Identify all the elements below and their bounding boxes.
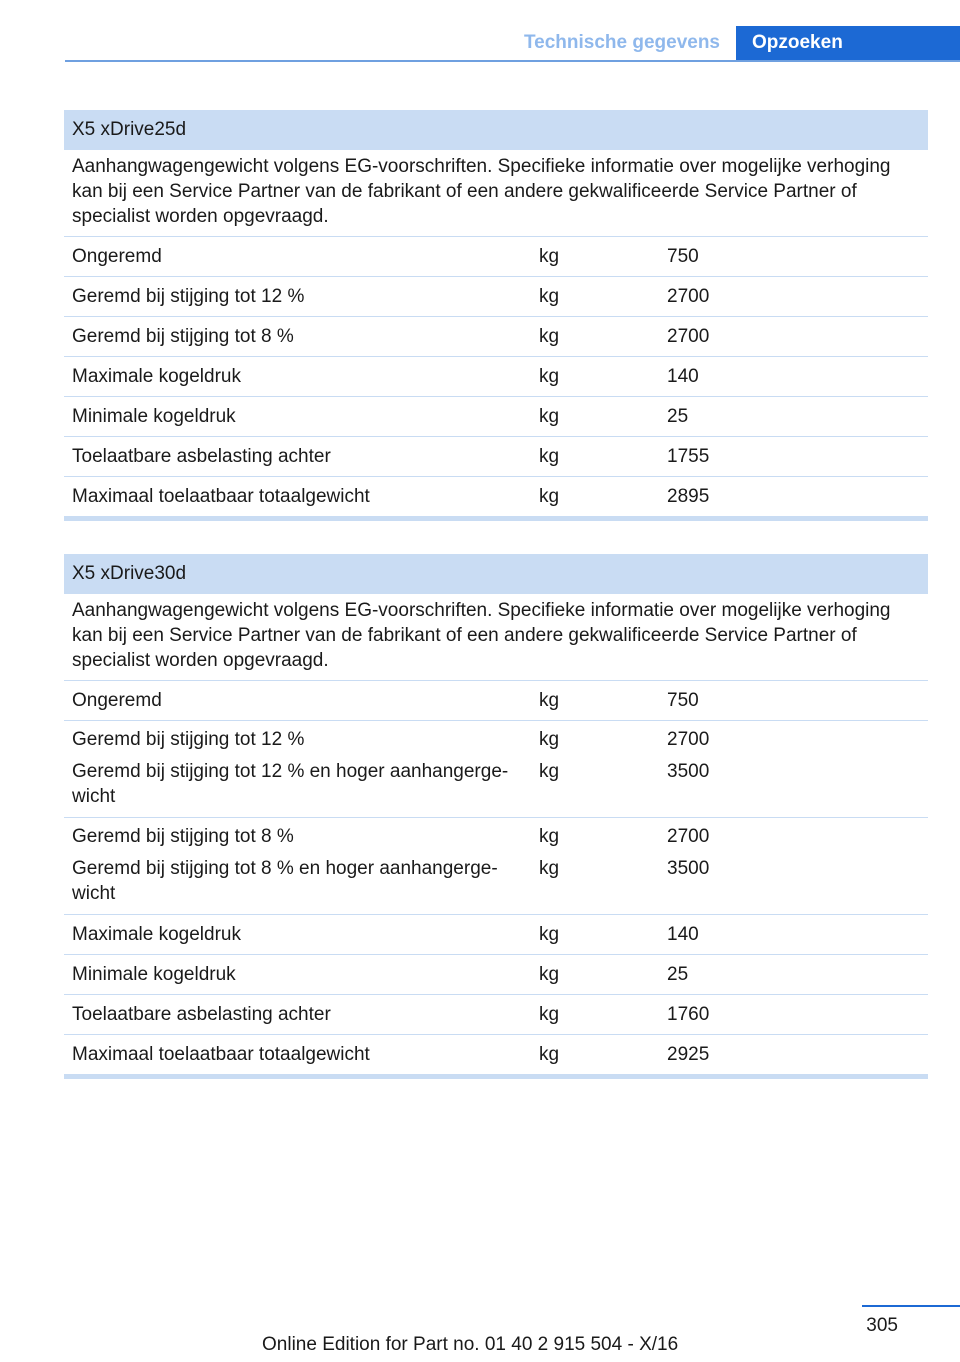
page-number: 305 — [866, 1315, 898, 1336]
page-header — [0, 0, 960, 62]
edition-note: Online Edition for Part no. 01 40 2 915 504 - X/16 — [262, 1334, 679, 1355]
row-value: 3500 — [667, 858, 710, 879]
row-value: 3500 — [667, 761, 710, 782]
row-value: 1760 — [667, 1004, 710, 1025]
row-label: Minimale kogeldruk — [72, 406, 236, 427]
table-row — [64, 995, 928, 1035]
row-unit: kg — [539, 366, 560, 387]
row-label: Toelaatbare asbelasting achter — [72, 1004, 331, 1025]
table-bottom-rule — [64, 516, 928, 521]
chapter-tab[interactable]: Opzoeken — [736, 26, 960, 62]
row-label: Maximaal toelaatbaar totaalgewicht — [72, 1044, 370, 1065]
row-unit: kg — [539, 446, 560, 467]
row-value: 140 — [667, 924, 699, 945]
table-row — [64, 1035, 928, 1074]
row-unit: kg — [539, 729, 560, 750]
row-unit: kg — [539, 486, 560, 507]
row-label: Maximale kogeldruk — [72, 366, 241, 387]
row-label: Ongeremd — [72, 246, 162, 267]
row-unit: kg — [539, 826, 560, 847]
row-unit: kg — [539, 1044, 560, 1065]
row-value: 750 — [667, 246, 699, 267]
row-label: Geremd bij stijging tot 12 % — [72, 286, 305, 307]
row-unit: kg — [539, 1004, 560, 1025]
table-bottom-rule — [64, 1074, 928, 1079]
row-label: Geremd bij stijging tot 12 % — [72, 729, 305, 750]
row-unit: kg — [539, 286, 560, 307]
table-row — [64, 477, 928, 516]
row-value: 25 — [667, 964, 689, 985]
table-row — [64, 317, 928, 357]
row-value: 2700 — [667, 286, 710, 307]
row-label: Minimale kogeldruk — [72, 964, 236, 985]
table-title: X5 xDrive30d — [64, 554, 928, 594]
section-tab[interactable]: Technische gegevens — [523, 32, 720, 53]
table-title: X5 xDrive25d — [64, 110, 928, 150]
row-value: 2700 — [667, 729, 710, 750]
table-row — [64, 915, 928, 955]
row-label: Maximaal toelaatbaar totaalgewicht — [72, 486, 370, 507]
row-label: Geremd bij stijging tot 8 % en hoger aanhangergewicht — [72, 858, 498, 904]
row-value: 140 — [667, 366, 699, 387]
row-unit: kg — [539, 761, 560, 782]
table-row — [64, 357, 928, 397]
table-description: Aanhangwagengewicht volgens EG-voorschriften. Specifieke informatie over mogelijke verhoging kan bij een Service Partner van de fabrikant of een andere gekwalificeerde Service Partner of specialist worden opgevraagd. — [64, 594, 928, 681]
table-row — [64, 237, 928, 277]
row-unit: kg — [539, 326, 560, 347]
row-unit: kg — [539, 964, 560, 985]
row-value: 25 — [667, 406, 689, 427]
row-unit: kg — [539, 924, 560, 945]
row-value: 2925 — [667, 1044, 710, 1065]
row-value: 2895 — [667, 486, 710, 507]
row-label: Geremd bij stijging tot 12 % en hoger aanhangergewicht — [72, 761, 509, 807]
table-row — [64, 721, 928, 818]
row-label: Geremd bij stijging tot 8 % — [72, 326, 294, 347]
table-row — [64, 397, 928, 437]
row-unit: kg — [539, 406, 560, 427]
row-unit: kg — [539, 690, 560, 711]
table-row — [64, 818, 928, 915]
row-value: 750 — [667, 690, 699, 711]
row-label: Maximale kogeldruk — [72, 924, 241, 945]
row-unit: kg — [539, 246, 560, 267]
row-label: Toelaatbare asbelasting achter — [72, 446, 331, 467]
header-divider — [65, 60, 960, 62]
footer-divider — [862, 1305, 960, 1307]
row-label: Ongeremd — [72, 690, 162, 711]
table-row — [64, 277, 928, 317]
table-row — [64, 955, 928, 995]
row-value: 2700 — [667, 326, 710, 347]
spec-table-xdrive30d — [64, 554, 928, 1079]
spec-table-xdrive25d — [64, 110, 928, 521]
row-value: 1755 — [667, 446, 710, 467]
table-row — [64, 437, 928, 477]
table-description: Aanhangwagengewicht volgens EG-voorschriften. Specifieke informatie over mogelijke verhoging kan bij een Service Partner van de fabrikant of een andere gekwalificeerde Service Partner of specialist worden opgevraagd. — [64, 150, 928, 237]
row-label: Geremd bij stijging tot 8 % — [72, 826, 294, 847]
row-unit: kg — [539, 858, 560, 879]
row-value: 2700 — [667, 826, 710, 847]
table-row — [64, 681, 928, 721]
